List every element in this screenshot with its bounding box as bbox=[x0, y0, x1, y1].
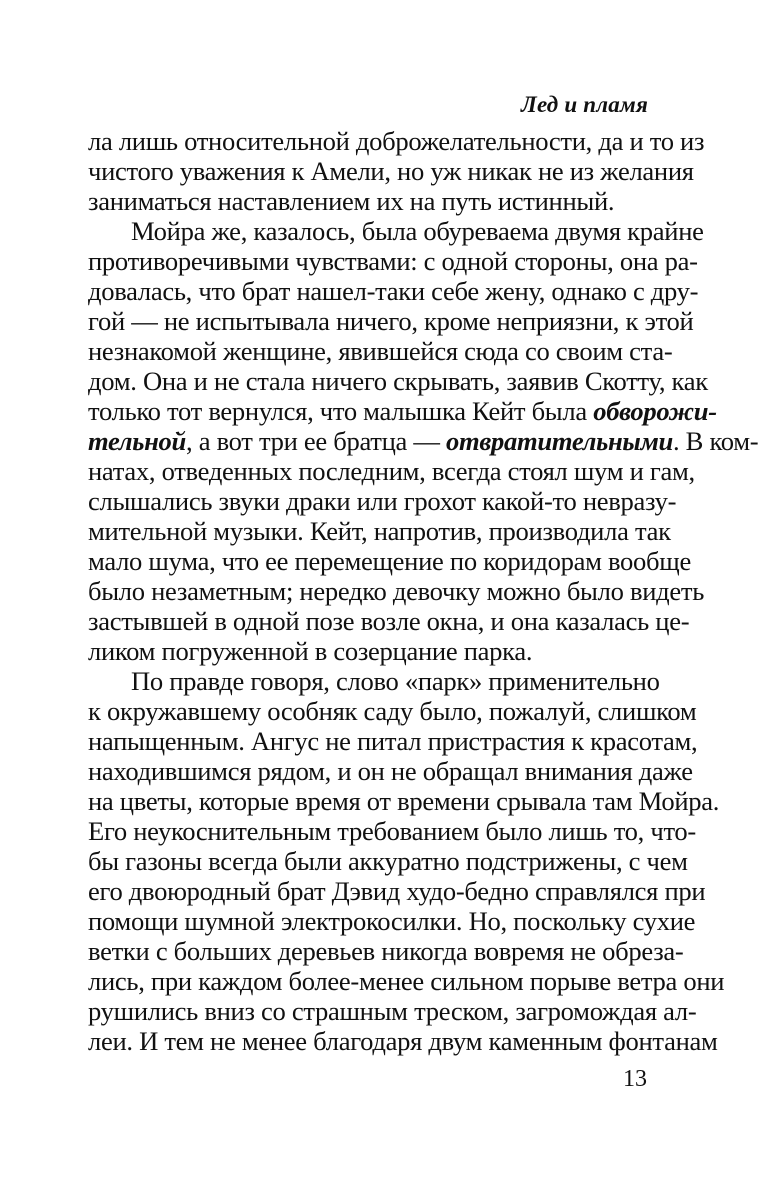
text-line: По правде говоря, слово «парк» применительно bbox=[131, 666, 660, 696]
line-text: , а вот три ее братца — bbox=[186, 426, 447, 456]
text-line: ла лишь относительной доброжелательности, да и то из bbox=[88, 126, 705, 156]
text-line: помощи шумной электрокосилки. Но, поскольку сухие bbox=[88, 906, 696, 936]
text-line: напыщенным. Ангус не питал пристрастия к красотам, bbox=[88, 726, 698, 756]
page-number: 13 bbox=[623, 1066, 647, 1092]
text-line: на цветы, которые время от времени срывала там Мойра. bbox=[88, 786, 720, 816]
text-line: бы газоны всегда были аккуратно подстрижены, с чем bbox=[88, 846, 688, 876]
text-line: противоречивыми чувствами: с одной стороны, она ра- bbox=[88, 246, 698, 276]
text-line: ликом погруженной в созерцание парка. bbox=[88, 636, 533, 666]
line-text: . В ком- bbox=[672, 426, 759, 456]
text-line: было незаметным; нередко девочку можно было видеть bbox=[88, 576, 705, 606]
text-line: леи. И тем не менее благодаря двум каменным фонтанам bbox=[88, 1026, 718, 1056]
text-line: незнакомой женщине, явившейся сюда со своим ста- bbox=[88, 336, 673, 366]
text-line: лись, при каждом более-менее сильном порыве ветра они bbox=[88, 966, 725, 996]
text-line: заниматься наставлением их на путь истинный. bbox=[88, 186, 615, 216]
text-line: натах, отведенных последним, всегда стоял шум и гам, bbox=[88, 456, 695, 486]
text-line: слышались звуки драки или грохот какой-то невразу- bbox=[88, 486, 677, 516]
text-line: довалась, что брат нашел-таки себе жену, однако с дру- bbox=[88, 276, 699, 306]
text-line: Его неукоснительным требованием было лишь то, что- bbox=[88, 816, 696, 846]
text-line bbox=[88, 396, 717, 426]
text-line: к окружавшему особняк саду было, пожалуй, слишком bbox=[88, 696, 697, 726]
text-line: находившимся рядом, и он не обращал внимания даже bbox=[88, 756, 693, 786]
text-line: дом. Она и не стала ничего скрывать, заявив Скотту, как bbox=[88, 366, 708, 396]
emphasized-word: тельной bbox=[88, 426, 187, 456]
text-line: Мойра же, казалось, была обуреваема двумя крайне bbox=[131, 216, 704, 246]
text-line: мало шума, что ее перемещение по коридорам вообще bbox=[88, 546, 691, 576]
line-text: только тот вернулся, что малышка Кейт была bbox=[88, 396, 594, 426]
text-line: ветки с больших деревьев никогда вовремя не обреза- bbox=[88, 936, 684, 966]
text-line: мительной музыки. Кейт, напротив, производила так bbox=[88, 516, 671, 546]
text-line: гой — не испытывала ничего, кроме неприязни, к этой bbox=[88, 306, 694, 336]
emphasized-word: отвратительными bbox=[446, 426, 673, 456]
emphasized-word: обворожи- bbox=[593, 396, 717, 426]
text-line: рушились вниз со страшным треском, загромождая ал- bbox=[88, 996, 697, 1026]
text-line: застывшей в одной позе возле окна, и она казалась це- bbox=[88, 606, 690, 636]
text-line: его двоюродный брат Дэвид худо-бедно справлялся при bbox=[88, 876, 706, 906]
page-body bbox=[88, 126, 759, 1056]
running-head: Лед и пламя bbox=[520, 92, 648, 117]
text-line: чистого уважения к Амели, но уж никак не из желания bbox=[88, 156, 694, 186]
text-line bbox=[88, 426, 759, 456]
